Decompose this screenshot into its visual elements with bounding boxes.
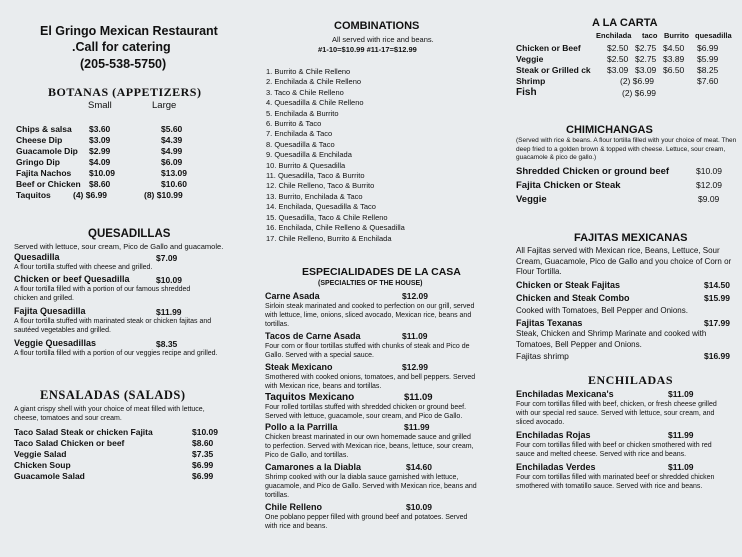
list-item: Enchiladas Verdes $11.09 Four corn tortillas filled with marinated beef or shredded chicken smothered with tomatillo sauce. Served with rice and beans. xyxy=(516,462,715,490)
list-item: Steak or Grilled ck $3.09 $3.09 $6.50 $8.25 xyxy=(516,65,719,75)
list-item: Chicken Soup $6.99 xyxy=(14,460,214,470)
list-item: Guacamole Dip $2.99 $4.99 xyxy=(16,146,183,156)
combinations-list xyxy=(266,67,405,244)
ensaladas-list xyxy=(14,427,229,482)
especialidades-list xyxy=(264,291,492,532)
a-la-carta-col-enchilada: Enchilada xyxy=(596,31,632,40)
combinations-prices: #1-10=$10.99 #11-17=$12.99 xyxy=(318,45,417,54)
botanas-large-header: Large xyxy=(152,100,177,111)
list-item: Shrimp (2) $6.99 $7.60 xyxy=(516,76,719,86)
list-item: 2. Enchilada & Chile Relleno xyxy=(266,77,362,87)
chimichangas-intro: (Served with rice & beans. A flour tortilla filled with your choice of meat. Then deep fried to a golden brown & topped with cheese. Lettuce, sour cream, guacamole & pico de gallo.) xyxy=(516,137,737,161)
list-item: Taco Salad Steak or chicken Fajita $10.09 xyxy=(14,427,218,437)
list-item: Chicken and Steak Combo $15.99 xyxy=(516,293,730,303)
list-item: Beef or Chicken $8.60 $10.60 xyxy=(16,179,187,189)
list-item: 6. Burrito & Taco xyxy=(266,119,322,129)
list-item: Fajita Nachos $10.09 $13.09 xyxy=(16,168,187,178)
list-item: 11. Quesadilla, Taco & Burrito xyxy=(266,171,365,181)
list-item: 17. Chile Relleno, Burrito & Enchilada xyxy=(266,233,392,243)
list-item: Cheese Dip $3.09 $4.39 xyxy=(16,135,183,145)
especialidades-title: ESPECIALIDADES DE LA CASA xyxy=(302,266,461,278)
list-item: Carne Asada $12.09 Sirloin steak marinated and cooked to perfection on our grill, served with lettuce, lime, onions, sliced avocado, Mexican rice, beans and tortillas. xyxy=(265,291,475,328)
botanas-title: BOTANAS (APPETIZERS) xyxy=(48,85,202,99)
list-item: 5. Enchilada & Burrito xyxy=(266,108,339,118)
list-item: Chicken or Beef $2.50 $2.75 $4.50 $6.99 xyxy=(516,43,719,53)
list-item: Fajita Chicken or Steak $12.09 xyxy=(516,180,722,191)
list-item: 9. Quesadilla & Enchilada xyxy=(266,150,352,160)
enchiladas-list xyxy=(516,389,738,492)
list-item: Chicken or beef Quesadilla $10.09 A flour tortilla filled with a portion of our famous shredded chicken and grilled. xyxy=(14,274,191,302)
a-la-carta-title: A LA CARTA xyxy=(592,17,658,29)
fajitas-intro: All Fajitas served with Mexican rice, Beans, Lettuce, Sour Cream, Guacamole, Pico de Gallo and you choice of Corn or Flour Tortilla. xyxy=(516,246,732,276)
fajitas-title: FAJITAS MEXICANAS xyxy=(574,232,688,244)
ensaladas-intro: A giant crispy shell with your choice of meat filled with lettuce, cheese, tomatoes and sour cream. xyxy=(14,406,205,422)
list-item: 12. Chile Relleno, Taco & Burrito xyxy=(266,181,375,191)
list-item: Tacos de Carne Asada $11.09 Four corn or flour tortillas stuffed with chunks of steak and Pico de Gallo. Served with a special sauce. xyxy=(265,331,470,359)
list-item: Fish (2) $6.99 xyxy=(516,87,657,98)
quesadillas-list xyxy=(14,252,219,370)
phone-number: (205-538-5750) xyxy=(80,57,167,71)
list-item: Fajita Quesadilla $11.99 A flour tortilla stuffed with marinated steak or chicken fajitas and sautéed vegetables and grilled. xyxy=(14,306,212,334)
fajitas-texanas-price: $17.99 xyxy=(704,318,730,328)
list-item: Camarones a la Diabla $14.60 Shrimp cooked with our la diabla sauce garnished with lettuce, guacamole, and Pico de Gallo. Served with Mexican rice, beans and tortillas. xyxy=(265,462,477,499)
especialidades-subtitle: (SPECIALTIES OF THE HOUSE) xyxy=(318,280,423,287)
list-item: Guacamole Salad $6.99 xyxy=(14,471,214,481)
list-item: 13. Burrito, Enchilada & Taco xyxy=(266,191,363,201)
list-item: Steak Mexicano $12.99 Smothered with cooked onions, tomatoes, and bell peppers. Served with Mexican rice, beans and tortillas. xyxy=(265,362,476,390)
enchiladas-title: ENCHILADAS xyxy=(588,373,674,387)
list-item: Quesadilla $7.09 A flour tortilla stuffed with cheese and grilled. xyxy=(14,252,178,271)
fajitas-texanas-desc: Steak, Chicken and Shrimp Marinate and cooked with Tomatoes, Bell Pepper and Onions. xyxy=(516,329,707,349)
list-item: 15. Quesadilla, Taco & Chile Relleno xyxy=(266,212,388,222)
list-item: Veggie $9.09 xyxy=(516,194,720,205)
a-la-carta-col-quesadilla: quesadilla xyxy=(695,31,732,40)
chimichangas-title: CHIMICHANGAS xyxy=(566,124,653,136)
list-item: Enchiladas Mexicana's $11.09 Four corn tortillas filled with beef, chicken, or fresh cheese grilled with our special red sauce. Served with lettuce, sour cream, and sliced avocado. xyxy=(516,389,717,426)
a-la-carta-col-taco: taco xyxy=(642,31,658,40)
list-item: Chicken or Steak Fajitas $14.50 xyxy=(516,280,730,290)
catering-line: .Call for catering xyxy=(72,40,171,54)
combinations-note: All served with rice and beans. xyxy=(332,35,434,44)
a-la-carta-col-burrito: Burrito xyxy=(664,31,689,40)
list-item: Taquitos (4) $6.99 (8) $10.99 xyxy=(16,190,183,200)
ensaladas-title: ENSALADAS (SALADS) xyxy=(40,388,186,402)
list-item: Chips & salsa $3.60 $5.60 xyxy=(16,124,183,134)
list-item: Taco Salad Chicken or beef $8.60 xyxy=(14,438,214,448)
list-item: 14. Enchilada, Quesadilla & Taco xyxy=(266,202,376,212)
list-item: Veggie Quesadillas $8.35 A flour tortilla filled with a portion of our veggies recipe and grilled. xyxy=(14,338,218,357)
list-item: Veggie Salad $7.35 xyxy=(14,449,214,459)
list-item: Shredded Chicken or ground beef $10.09 xyxy=(516,166,722,177)
botanas-small-header: Small xyxy=(88,100,112,111)
fajitas-shrimp-name: Fajitas shrimp xyxy=(516,351,569,361)
list-item: Chile Relleno $10.09 One poblano pepper filled with ground beef and potatoes. Served with rice and beans. xyxy=(265,502,468,530)
fajitas-shrimp-price: $16.99 xyxy=(704,351,730,361)
combinations-title: COMBINATIONS xyxy=(334,20,420,32)
list-item: Gringo Dip $4.09 $6.09 xyxy=(16,157,183,167)
list-item: 8. Quesadilla & Taco xyxy=(266,139,335,149)
list-item: 10. Burrito & Quesadilla xyxy=(266,160,346,170)
list-item: Taquitos Mexicano $11.09 Four rolled tortillas stuffed with shredded chicken or ground beef. Served with lettuce, guacamole, sour cream, and Pico de Gallo. xyxy=(265,392,467,420)
chimichangas-list xyxy=(516,166,738,208)
list-item: 7. Enchilada & Taco xyxy=(266,129,333,139)
fajitas-texanas-name: Fajitas Texanas xyxy=(516,318,583,328)
list-item: 1. Burrito & Chile Relleno xyxy=(266,67,351,76)
botanas-list xyxy=(16,124,206,201)
list-item: 4. Quesadilla & Chile Relleno xyxy=(266,98,364,108)
fajitas-list xyxy=(516,280,738,361)
list-item: 3. Taco & Chile Relleno xyxy=(266,87,344,97)
a-la-carta-list xyxy=(516,43,738,98)
list-item: Veggie $2.50 $2.75 $3.89 $5.99 xyxy=(516,54,719,64)
list-item: Pollo a la Parrilla $11.99 Chicken breast marinated in our own homemade sauce and grilled to perfection. Served with Mexican rice, beans, lettuce, sour cream, Pico de Gallo, and tortillas. xyxy=(265,422,474,459)
restaurant-name: El Gringo Mexican Restaurant xyxy=(40,24,218,38)
quesadillas-intro: Served with lettuce, sour cream, Pico de Gallo and guacamole. xyxy=(14,242,224,251)
list-item: Enchiladas Rojas $11.99 Four corn tortillas filled with beef or chicken smothered with red sauce and melted cheese. Served with rice and beans. xyxy=(516,430,712,458)
list-item: 16. Enchilada, Chile Relleno & Quesadilla xyxy=(266,223,405,233)
fajitas-combo-note: Cooked with Tomatoes, Bell Pepper and Onions. xyxy=(516,306,688,315)
quesadillas-title: QUESADILLAS xyxy=(88,228,171,240)
